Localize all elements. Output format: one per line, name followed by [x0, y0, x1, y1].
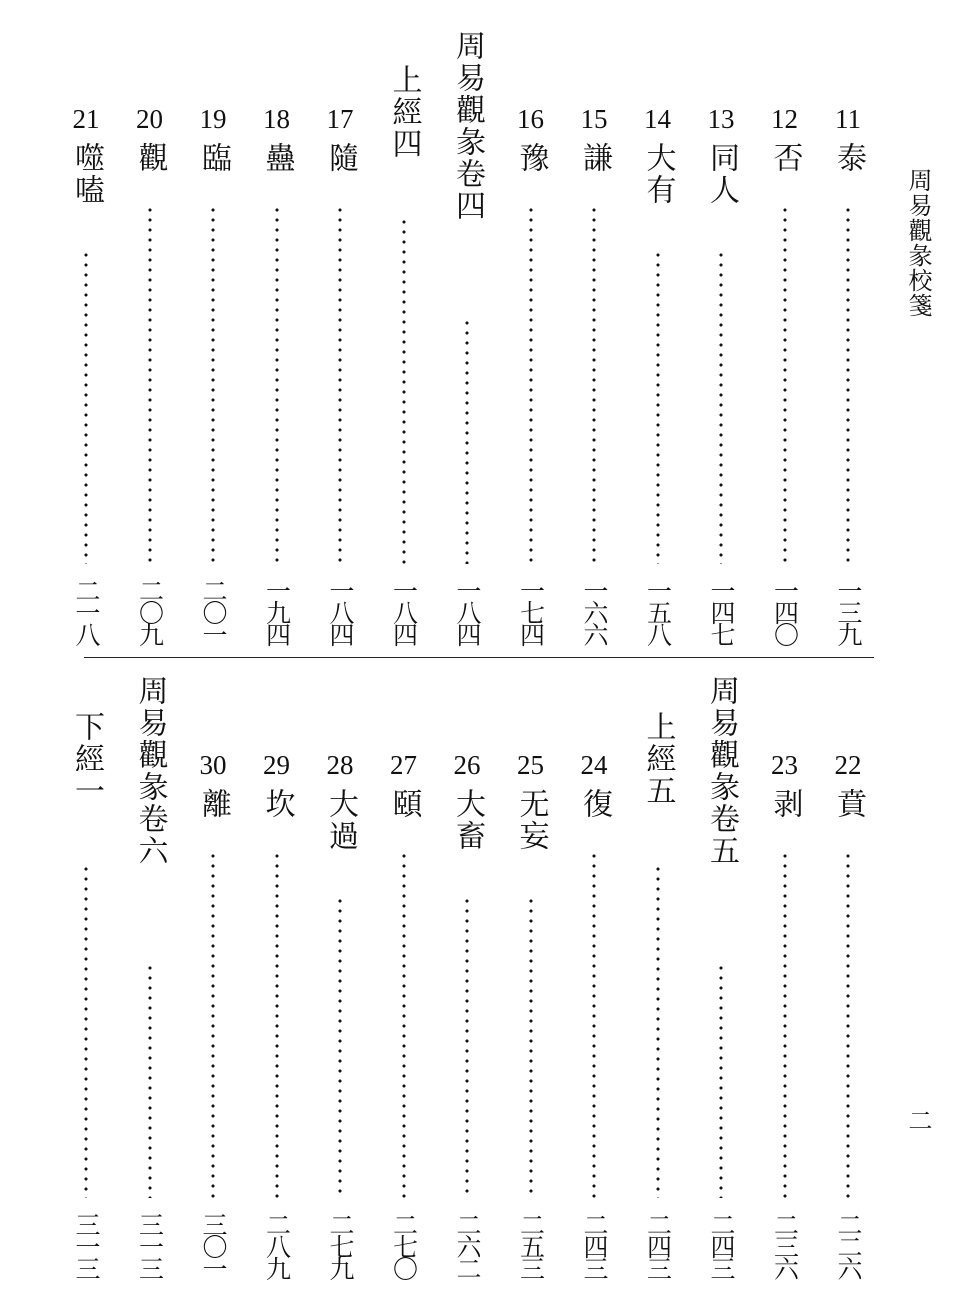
entry-number: 19 [199, 104, 227, 134]
entry-number: 23 [771, 750, 798, 780]
leader-dots [148, 963, 152, 1198]
entry-number: 16 [517, 104, 544, 134]
entry-number: 20 [136, 104, 163, 134]
volume-heading: 上經五 [640, 711, 676, 807]
toc-entry [759, 675, 811, 1295]
leader-dots [211, 205, 215, 564]
entry-title: 噬嗑 [69, 142, 104, 206]
leader-dots [783, 851, 787, 1198]
toc-entry [568, 30, 620, 645]
entry-page-number: 三一三 [72, 1212, 101, 1278]
page-number: 二 [904, 1108, 932, 1132]
entry-page-number: 二〇九 [135, 578, 165, 644]
entry-number: 15 [580, 104, 608, 134]
entry-number: 21 [72, 104, 100, 134]
entry-page-number: 一七四 [516, 578, 546, 644]
leader-dots [338, 205, 342, 564]
volume-heading: 下經一 [69, 711, 104, 807]
entry-number: 18 [263, 104, 290, 134]
entry-page-number: 一八四 [453, 578, 482, 644]
entry-page-number: 一八四 [389, 578, 419, 644]
toc-entry [60, 675, 112, 1295]
volume-heading: 周易觀彖卷六 [132, 675, 168, 867]
entry-title: 頤 [386, 788, 422, 820]
entry-page-number: 一四七 [707, 578, 736, 644]
leader-dots [275, 851, 279, 1198]
leader-dots [719, 250, 723, 564]
toc-entry [759, 30, 811, 645]
entry-page-number: 二六二 [453, 1212, 482, 1278]
section-divider [84, 657, 874, 658]
toc-entry [695, 30, 747, 645]
entry-page-number: 二四三 [707, 1212, 736, 1278]
entry-title: 臨 [196, 142, 231, 174]
leader-dots [529, 896, 533, 1198]
toc-entry [60, 30, 112, 645]
toc-entry [378, 30, 430, 645]
entry-page-number: 一九四 [262, 578, 292, 644]
toc-entry [822, 30, 874, 645]
entry-number: 22 [834, 750, 862, 780]
leader-dots [656, 864, 660, 1198]
entry-page-number: 二三六 [770, 1212, 800, 1278]
toc-entry [695, 675, 747, 1295]
leader-dots [275, 205, 279, 564]
entry-title: 賁 [831, 788, 866, 820]
entry-title: 泰 [831, 142, 866, 174]
leader-dots [592, 851, 596, 1198]
entry-title: 大畜 [450, 788, 485, 852]
entry-number: 13 [707, 104, 735, 134]
leader-dots [846, 205, 850, 564]
entry-page-number: 一四〇 [770, 578, 800, 644]
volume-heading: 周易觀彖卷四 [450, 30, 485, 222]
running-header: 周易觀彖校箋 [904, 168, 932, 318]
entry-title: 觀 [132, 142, 168, 174]
toc-entry [505, 30, 557, 645]
entry-page-number: 二五三 [516, 1212, 546, 1278]
entry-title: 謙 [577, 142, 612, 174]
entry-number: 12 [771, 104, 798, 134]
entry-page-number: 三〇一 [199, 1212, 228, 1278]
entry-number: 26 [453, 750, 481, 780]
entry-number: 14 [644, 104, 671, 134]
entry-number: 28 [326, 750, 354, 780]
entry-number: 29 [263, 750, 290, 780]
toc-entry [441, 30, 493, 645]
entry-page-number: 三一三 [135, 1212, 165, 1278]
toc-entry [187, 675, 239, 1295]
entry-title: 否 [767, 142, 803, 174]
entry-page-number: 一三九 [834, 578, 863, 644]
leader-dots [402, 217, 406, 564]
leader-dots [529, 205, 533, 564]
entry-title: 大過 [323, 788, 358, 852]
entry-number: 17 [326, 104, 354, 134]
entry-number: 11 [835, 104, 861, 134]
entry-title: 隨 [323, 142, 358, 174]
entry-page-number: 二四三 [643, 1212, 673, 1278]
leader-dots [846, 851, 850, 1198]
entry-page-number: 二〇一 [199, 578, 228, 644]
toc-entry [314, 30, 366, 645]
leader-dots [465, 896, 469, 1198]
toc-top-section [69, 30, 874, 645]
entry-page-number: 一六六 [580, 578, 609, 644]
leader-dots [84, 864, 88, 1198]
toc-entry [124, 30, 176, 645]
entry-number: 24 [580, 750, 608, 780]
leader-dots [402, 851, 406, 1198]
toc-entry [632, 30, 684, 645]
entry-title: 離 [196, 788, 231, 820]
entry-title: 蠱 [259, 142, 295, 174]
entry-page-number: 二八九 [262, 1212, 292, 1278]
entry-title: 大有 [640, 142, 676, 206]
toc-entry [314, 675, 366, 1295]
entry-page-number: 二七〇 [389, 1212, 419, 1278]
entry-title: 剥 [767, 788, 803, 820]
toc-entry [251, 675, 303, 1295]
leader-dots [719, 963, 723, 1198]
toc-entry [505, 675, 557, 1295]
toc-entry [187, 30, 239, 645]
leader-dots [84, 250, 88, 564]
entry-title: 无妄 [513, 788, 549, 852]
entry-page-number: 二一八 [72, 578, 101, 644]
volume-heading: 上經四 [386, 64, 422, 160]
volume-heading: 周易觀彖卷五 [704, 675, 739, 867]
entry-title: 豫 [513, 142, 549, 174]
entry-page-number: 二二六 [834, 1212, 863, 1278]
leader-dots [465, 318, 469, 564]
entry-page-number: 一五八 [643, 578, 673, 644]
entry-title: 同人 [704, 142, 739, 206]
entry-title: 復 [577, 788, 612, 820]
toc-entry [124, 675, 176, 1295]
entry-page-number: 二四三 [580, 1212, 609, 1278]
toc-entry [568, 675, 620, 1295]
entry-page-number: 二七九 [326, 1212, 355, 1278]
toc-entry [251, 30, 303, 645]
leader-dots [338, 896, 342, 1198]
toc-entry [632, 675, 684, 1295]
toc-entry [441, 675, 493, 1295]
entry-number: 27 [390, 750, 417, 780]
leader-dots [211, 851, 215, 1198]
entry-number: 25 [517, 750, 544, 780]
toc-entry [378, 675, 430, 1295]
toc-bottom-section [69, 675, 874, 1295]
leader-dots [592, 205, 596, 564]
entry-number: 30 [199, 750, 227, 780]
toc-entry [822, 675, 874, 1295]
entry-title: 坎 [259, 788, 295, 820]
leader-dots [783, 205, 787, 564]
leader-dots [656, 250, 660, 564]
entry-page-number: 一八四 [326, 578, 355, 644]
leader-dots [148, 205, 152, 564]
